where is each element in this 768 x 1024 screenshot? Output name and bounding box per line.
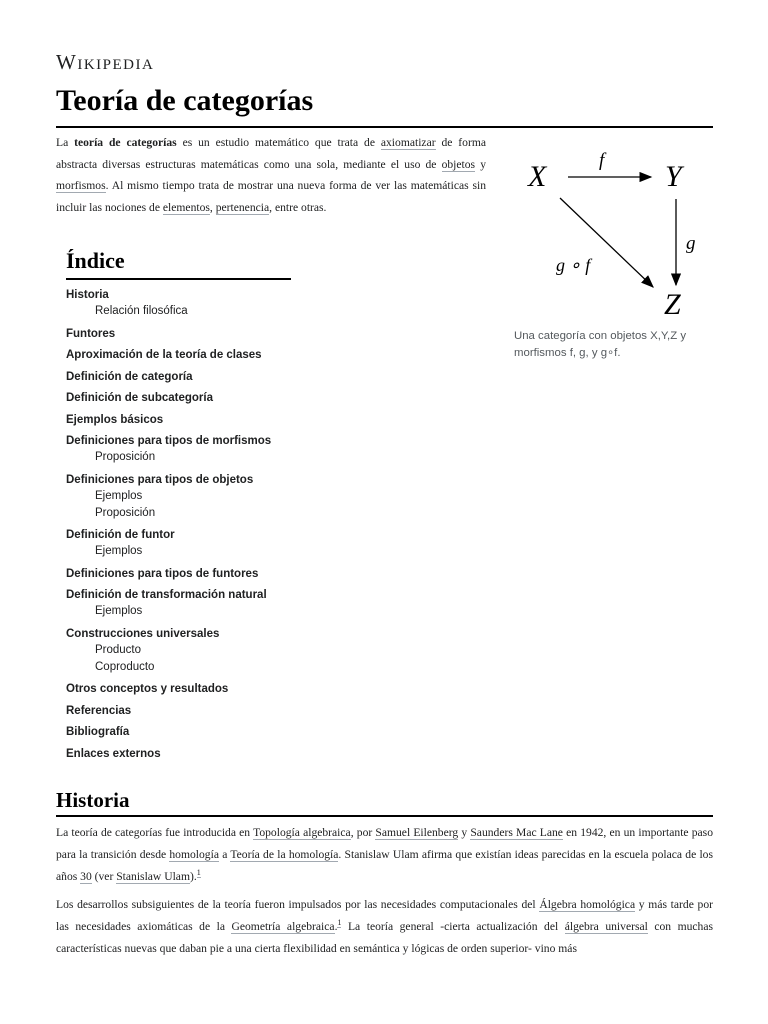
- toc-item-label[interactable]: Definición de transformación natural: [66, 589, 267, 601]
- toc-list: [66, 288, 292, 761]
- label-f: f: [599, 150, 605, 171]
- label-g: g: [686, 233, 696, 254]
- toc-item[interactable]: [66, 704, 292, 718]
- toc-item[interactable]: [66, 627, 292, 675]
- page-title: Teoría de categorías: [56, 84, 314, 117]
- title-divider: [56, 126, 713, 128]
- link-30[interactable]: 30: [80, 870, 92, 883]
- toc-title: Índice: [66, 248, 125, 273]
- link-objetos[interactable]: objetos: [441, 157, 476, 171]
- toc-item[interactable]: [66, 588, 292, 619]
- node-y: Y: [665, 160, 682, 193]
- toc-item[interactable]: [66, 567, 292, 581]
- toc-item[interactable]: [66, 747, 292, 761]
- link-topologia-algebraica[interactable]: Topología algebraica: [253, 826, 351, 839]
- toc-item[interactable]: [66, 370, 292, 384]
- toc-item[interactable]: [66, 288, 292, 319]
- toc-item[interactable]: [66, 682, 292, 696]
- label-gf: g ∘ f: [556, 255, 591, 275]
- link-homologia[interactable]: homología: [169, 848, 219, 861]
- link-geometria-algebraica[interactable]: Geometría algebraica: [231, 920, 335, 933]
- toc-item-label[interactable]: Definición de subcategoría: [66, 392, 213, 404]
- toc-item-label[interactable]: Aproximación de la teoría de clases: [66, 349, 262, 361]
- toc-item-label[interactable]: Enlaces externos: [66, 747, 161, 760]
- toc-item[interactable]: [66, 348, 292, 362]
- link-pertenencia[interactable]: pertenencia: [215, 200, 270, 214]
- toc-subitem[interactable]: Proposición: [95, 506, 156, 519]
- historia-paragraph-2: Los desarrollos subsiguientes de la teoría fueron impulsados por las necesidades computacionales del Álgebra homológica y más tarde por las necesidades axiomáticas de la Geometría algebraica.$^1$ La teoría general -cierta actualización del álgebra universal con muchas características nuevas que daban pie a una cierta flexibilidad en semántica y lógicas de orden superior- vino más: [56, 898, 714, 955]
- toc-subitem[interactable]: Ejemplos: [95, 545, 143, 557]
- toc-item-label[interactable]: Bibliografía: [66, 726, 130, 738]
- section-heading-historia: Historia: [56, 788, 130, 812]
- toc-subitem[interactable]: Coproducto: [95, 660, 155, 673]
- toc-item[interactable]: [66, 391, 292, 405]
- toc-item[interactable]: [66, 725, 292, 739]
- link-stanislaw-ulam[interactable]: Stanislaw Ulam: [116, 870, 190, 883]
- toc-subitem[interactable]: Ejemplos: [95, 489, 143, 502]
- link-elementos[interactable]: elementos: [162, 200, 210, 214]
- link-samuel-eilenberg[interactable]: Samuel Eilenberg: [375, 826, 459, 839]
- toc-item-label[interactable]: Ejemplos básicos: [66, 413, 164, 426]
- toc-subitem[interactable]: Producto: [95, 643, 142, 656]
- link-saunders-mac-lane[interactable]: Saunders Mac Lane: [470, 826, 563, 839]
- node-z: Z: [664, 288, 681, 321]
- toc-item-label[interactable]: Definiciones para tipos de funtores: [66, 567, 259, 580]
- table-of-contents: [66, 248, 292, 768]
- section-divider: [56, 815, 713, 817]
- historia-paragraph-1: La teoría de categorías fue introducida en Topología algebraica, por Samuel Eilenberg y Saunders Mac Lane en 1942, en un importante paso para la transición desde homología a Teoría de la homología. Stanislaw Ulam afirma que existían ideas parecidas en la escuela polaca de los años 30 (ver Stanislaw Ulam).$^1$: [56, 826, 713, 883]
- toc-subitem[interactable]: Ejemplos: [95, 605, 143, 617]
- toc-item-label[interactable]: Definiciones para tipos de objetos: [66, 473, 254, 486]
- toc-item[interactable]: [66, 528, 292, 559]
- toc-item[interactable]: [66, 327, 292, 341]
- link-axiomatizar[interactable]: axiomatizar: [380, 136, 436, 149]
- toc-item-label[interactable]: Funtores: [66, 327, 116, 340]
- category-diagram: [510, 135, 720, 325]
- link-algebra-universal[interactable]: álgebra universal: [564, 920, 648, 933]
- toc-item-label[interactable]: Referencias: [66, 704, 132, 717]
- toc-item-label[interactable]: Construcciones universales: [66, 627, 220, 640]
- node-x: X: [528, 160, 547, 193]
- reference-1[interactable]: 1: [337, 918, 342, 928]
- toc-item[interactable]: [66, 473, 292, 521]
- wikipedia-logo[interactable]: Wikipedia: [56, 50, 155, 74]
- lead-paragraph: La teoría de categorías es un estudio matemático que trata de axiomatizar de forma abstracta diversas estructuras matemáticas como una sola, mediante el uso de objetos y morfismos. Al mismo tiempo trata de mostrar una nueva forma de ver las matemáticas sin incluir las nociones de elementos, pertenencia, entre otras.: [56, 136, 486, 214]
- toc-subitem[interactable]: Proposición: [95, 451, 156, 463]
- toc-divider: [66, 278, 291, 280]
- link-algebra-homologica[interactable]: Álgebra homológica: [539, 898, 636, 911]
- toc-item[interactable]: [66, 434, 292, 465]
- toc-item-label[interactable]: Otros conceptos y resultados: [66, 683, 229, 695]
- toc-item-label[interactable]: Historia: [66, 289, 109, 301]
- link-teoria-homologia[interactable]: Teoría de la homología: [230, 848, 339, 861]
- toc-item-label[interactable]: Definiciones para tipos de morfismos: [66, 435, 272, 447]
- toc-item[interactable]: [66, 413, 292, 427]
- toc-item-label[interactable]: Definición de funtor: [66, 529, 175, 541]
- figure-caption: Una categoría con objetos X,Y,Z y morfismos f, g, y g∘f.: [514, 330, 687, 359]
- link-morfismos[interactable]: morfismos: [56, 179, 106, 192]
- toc-subitem[interactable]: Relación filosófica: [95, 305, 188, 317]
- reference-1[interactable]: 1: [196, 868, 201, 878]
- toc-item-label[interactable]: Definición de categoría: [66, 370, 193, 383]
